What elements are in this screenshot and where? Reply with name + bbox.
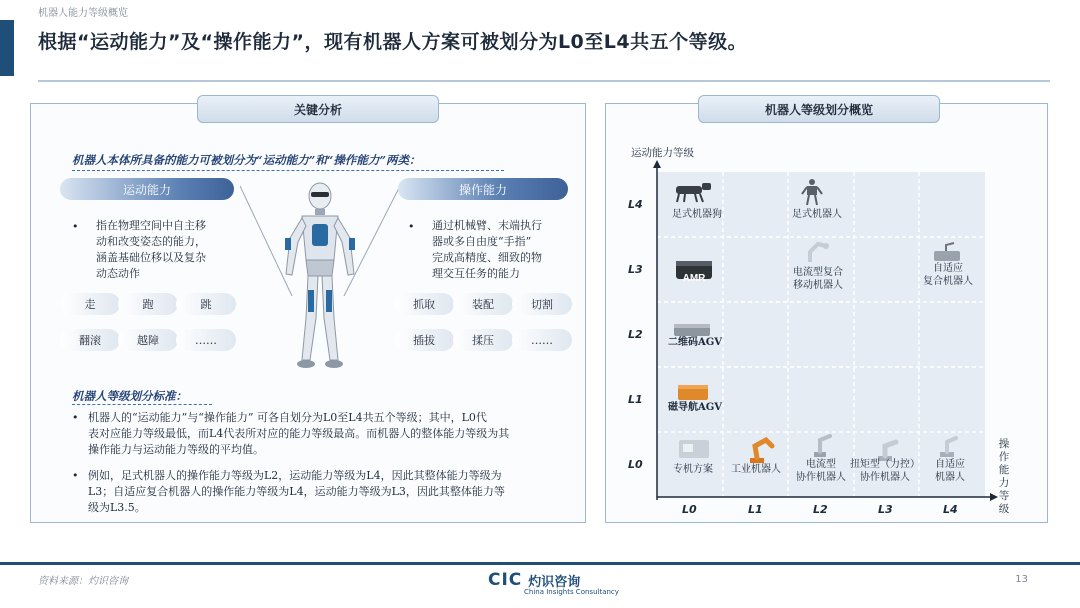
legged-dog-image <box>672 180 718 204</box>
manip-ability-header <box>398 178 568 200</box>
chip-roll: 翻滚 <box>60 329 120 351</box>
y-tick-l1: L1 <box>628 393 643 406</box>
motion-desc-line: 指在物理空间中自主移 <box>96 219 206 232</box>
motion-bullet-dot: • <box>72 220 79 233</box>
manip-bullet-dot: • <box>408 220 415 233</box>
manip-desc-line: 完成高精度、细致的物 <box>432 251 542 264</box>
note-line: 例如，足式机器人的操作能力等级为L2，运动能力等级为L4，因此其整体能力等级为 <box>88 469 502 482</box>
industrial-robot-label: 工业机器人 <box>731 464 781 475</box>
key-analysis-header: 关键分析 <box>197 95 439 123</box>
manip-ability-label: 操作能力 <box>458 182 507 197</box>
manip-desc-line: 理交互任务的能力 <box>432 267 520 280</box>
x-axis-label: 操 作 能 力 等 级 <box>998 438 1010 515</box>
motion-desc-line: 动态动作 <box>96 267 140 280</box>
motion-description <box>96 218 246 282</box>
note-line: 级为L3.5。 <box>88 501 146 514</box>
logo-name: 灼识咨询 <box>528 574 581 590</box>
y-tick-l0: L0 <box>628 458 643 471</box>
x-tick-l3: L3 <box>878 503 893 516</box>
adaptive-robot-image <box>934 434 962 458</box>
note-bullet-dot: • <box>72 411 79 424</box>
motion-ability-label: 运动能力 <box>122 182 171 197</box>
chip-manip-more: …… <box>512 329 572 351</box>
chip-run: 跑 <box>118 293 178 315</box>
legged-robot-label: 足式机器人 <box>792 209 842 220</box>
footer-source: 资料来源：灼识咨询 <box>38 576 128 587</box>
logo-mark: CIC <box>488 570 523 590</box>
note-line: L3；自适应复合机器人的操作能力等级为L4，运动能力等级为L3，因此其整体能力等 <box>88 485 505 498</box>
company-logo <box>488 570 619 596</box>
y-axis-arrow <box>653 160 661 168</box>
magnetic-agv-label: 磁导航AGV <box>667 402 723 413</box>
chip-grasp: 抓取 <box>394 293 454 315</box>
legged-robot-image <box>792 178 832 206</box>
note-line: 机器人的“运动能力”与“操作能力” 可各自划分为L0至L4共五个等级；其中，L0代 <box>88 411 487 424</box>
page-title: 根据“运动能力”及“操作能力”，现有机器人方案可被划分为L0至L4共五个等级。 <box>38 31 748 53</box>
chip-plug: 插拔 <box>394 329 454 351</box>
standard-note-2 <box>88 468 574 516</box>
amr-label: AMR <box>682 273 706 284</box>
note-line: 操作能力与运动能力等级的平均值。 <box>88 443 264 456</box>
logo-subtitle: China Insights Consultancy <box>524 588 619 596</box>
qr-agv-label: 二维码AGV <box>667 337 723 348</box>
breadcrumb: 机器人能力等级概览 <box>38 8 128 19</box>
x-tick-l4: L4 <box>943 503 958 516</box>
special-machine-image <box>676 438 712 460</box>
y-tick-l3: L3 <box>628 263 643 276</box>
standard-heading: 机器人等级划分标准： <box>72 389 187 403</box>
note-bullet-dot: • <box>72 469 79 482</box>
chip-assemble: 装配 <box>453 293 513 315</box>
adaptive-composite-image <box>930 241 964 263</box>
robot-level-header: 机器人等级划分概览 <box>698 95 940 123</box>
x-tick-l0: L0 <box>682 503 697 516</box>
chip-knead: 揉压 <box>453 329 513 351</box>
robot-figure <box>285 183 355 368</box>
industrial-robot-image <box>740 434 776 464</box>
humanoid-robot-illustration <box>240 178 400 373</box>
y-tick-l4: L4 <box>628 198 643 211</box>
adaptive-composite-label: 自适应 复合机器人 <box>923 263 973 287</box>
chip-cut: 切割 <box>512 293 572 315</box>
chip-obstacle: 越障 <box>118 329 178 351</box>
standard-underline <box>72 404 212 405</box>
page-number: 13 <box>1015 574 1028 585</box>
electric-mobile-label: 电流型复合 移动机器人 <box>793 267 843 291</box>
electric-cobot-image <box>806 430 836 458</box>
electric-mobile-image <box>802 236 834 264</box>
adaptive-robot-label: 自适应 机器人 <box>935 459 965 483</box>
motion-ability-header <box>60 178 234 200</box>
special-machine-label: 专机方案 <box>673 464 713 475</box>
x-tick-l1: L1 <box>748 503 763 516</box>
footer-divider <box>0 562 1080 565</box>
ability-intro-heading: 机器人本体所具备的能力可被划分为“运动能力”和“操作能力”两类： <box>72 153 421 167</box>
x-axis-arrow <box>990 493 998 501</box>
motion-connector-line <box>240 186 292 296</box>
torque-cobot-label: 扭矩型（力控） 协作机器人 <box>850 459 920 483</box>
manip-desc-line: 器或多自由度“手指” <box>432 235 532 248</box>
manip-desc-line: 通过机械臂、末端执行 <box>432 219 542 232</box>
standard-note-1 <box>88 410 574 458</box>
title-divider <box>38 80 1050 82</box>
title-accent-bar <box>0 20 14 76</box>
magnetic-agv-image <box>676 382 710 402</box>
chip-jump: 跳 <box>176 293 236 315</box>
manip-description <box>432 218 582 282</box>
electric-cobot-label: 电流型 协作机器人 <box>796 459 846 483</box>
chip-motion-more: …… <box>176 329 236 351</box>
intro-underline <box>72 170 504 171</box>
motion-desc-line: 涵盖基础位移以及复杂 <box>96 251 206 264</box>
motion-desc-line: 动和改变姿态的能力， <box>96 235 206 248</box>
legged-dog-label: 足式机器狗 <box>672 209 722 220</box>
chip-walk: 走 <box>60 293 120 315</box>
x-tick-l2: L2 <box>813 503 828 516</box>
note-line: 表对应能力等级最低，而L4代表所对应的能力等级最高。而机器人的整体能力等级为其 <box>88 427 510 440</box>
y-axis-label: 运动能力等级 <box>631 147 694 159</box>
y-tick-l2: L2 <box>628 328 643 341</box>
